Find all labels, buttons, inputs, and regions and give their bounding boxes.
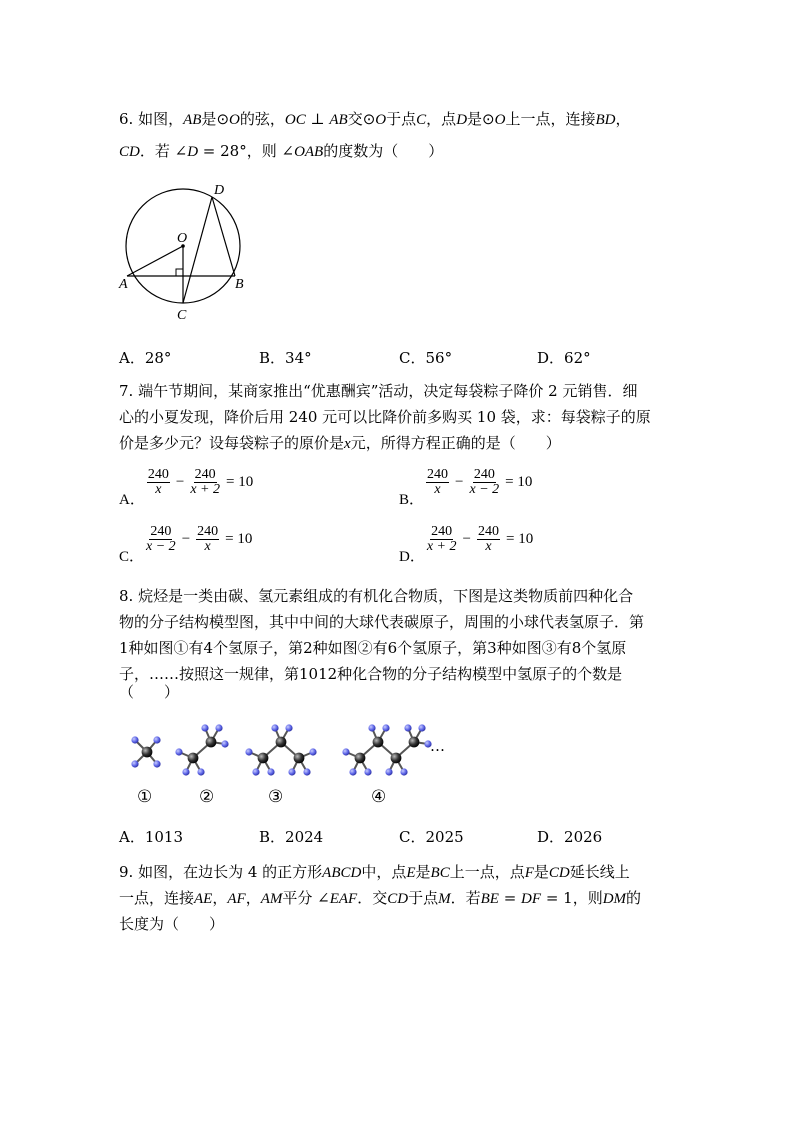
hydrogen-atom <box>368 724 375 731</box>
carbon-atom <box>373 737 384 748</box>
right-angle-mark <box>176 269 183 276</box>
q8-line-4: 子，……按照这一规律，第1012种化合物的分子结构模型中氢原子的个数是 <box>119 665 623 683</box>
q6-option-d[interactable]: D．62° <box>537 349 591 367</box>
segment-dc <box>183 197 212 303</box>
figure-label-4: ④ <box>371 787 387 807</box>
hydrogen-atom <box>153 736 160 743</box>
carbon-atom <box>294 753 305 764</box>
q7-line-2: 心的小夏发现，降价后用 240 元可以比降价前多购买 10 袋，求：每袋粽子的原 <box>119 408 651 426</box>
carbon-atom <box>409 737 420 748</box>
label-d: D <box>214 183 225 198</box>
q8-line-5: （ ） <box>119 683 180 701</box>
carbon-atom <box>276 737 287 748</box>
q8-option-b[interactable]: B．2024 <box>259 828 324 846</box>
hydrogen-atom <box>201 724 208 731</box>
q7-option-c[interactable]: C． $\frac{240}{x - 2}$ − $\frac{240}{x}$ = 10 <box>119 524 253 565</box>
circle-geometry-figure <box>110 176 255 326</box>
hydrogen-atom <box>382 724 389 731</box>
carbon-atom <box>142 747 153 758</box>
hydrogen-atom <box>309 748 316 755</box>
hydrogen-atom <box>267 768 274 775</box>
circle-o-symbol: ⊙O <box>482 112 506 128</box>
segment-oa <box>127 246 183 276</box>
hydrogen-atom <box>131 736 138 743</box>
q8-line-1: 8. 烷烃是一类由碳、氢元素组成的有机化合物质，下图是这类物质前四种化合 <box>119 587 634 605</box>
label-b: B <box>235 277 244 292</box>
hydrogen-atom <box>400 768 407 775</box>
q7-option-d[interactable]: D． $\frac{240}{x + 2}$ − $\frac{240}{x}$ = 10 <box>399 524 534 565</box>
hydrogen-atom <box>215 724 222 731</box>
q9-line-2: 一点，连接AE，AF，AM平分 ∠EAF．交CD于点M．若BE = DF = 1，则DM的 <box>119 889 642 907</box>
figure-label-3: ③ <box>268 787 284 807</box>
q6-option-a[interactable]: A．28° <box>119 349 172 367</box>
q6-option-c[interactable]: C．56° <box>399 349 453 367</box>
carbon-atom <box>206 737 217 748</box>
hydrogen-atom <box>404 724 411 731</box>
hydrogen-atom <box>349 768 356 775</box>
circle-o-symbol: ⊙O <box>362 112 387 128</box>
q8-option-d[interactable]: D．2026 <box>537 828 603 846</box>
hydrogen-atom <box>418 724 425 731</box>
q7-line-3: 价是多少元？设每袋粽子的原价是x元，所得方程正确的是（ ） <box>119 434 561 452</box>
q6-line-2: CD．若 ∠D = 28°，则 ∠OAB的度数为（ ） <box>119 142 444 160</box>
carbon-atom <box>391 753 402 764</box>
hydrogen-atom <box>385 768 392 775</box>
figure-label-2: ② <box>199 787 215 807</box>
segment-db <box>212 197 235 276</box>
q8-option-a[interactable]: A．1013 <box>119 828 184 846</box>
q7-option-b[interactable]: B． $\frac{240}{x}$ − $\frac{240}{x - 2}$ = 10 <box>399 467 533 508</box>
hydrogen-atom <box>252 768 259 775</box>
hydrogen-atom <box>221 740 228 747</box>
label-o: O <box>177 231 188 246</box>
hydrogen-atom <box>288 768 295 775</box>
hydrogen-atom <box>197 768 204 775</box>
q9-line-3: 长度为（ ） <box>119 915 225 933</box>
q6-line-1: 6. 如图，AB是⊙O的弦，OC ⊥ AB交⊙O于点C，点D是⊙O上一点，连接BD， <box>119 110 631 128</box>
figure-ellipsis: … <box>430 737 445 755</box>
q8-line-2: 物的分子结构模型图，其中中间的大球代表碳原子，周围的小球代表氢原子．第 <box>119 613 645 631</box>
circle-o-symbol: ⊙O <box>216 112 240 128</box>
q9-line-1: 9. 如图，在边长为 4 的正方形ABCD中，点E是BC上一点，点F是CD延长线上 <box>119 863 630 881</box>
q8-option-c[interactable]: C．2025 <box>399 828 464 846</box>
hydrogen-atom <box>285 724 292 731</box>
hydrogen-atom <box>131 760 138 767</box>
hydrogen-atom <box>303 768 310 775</box>
hydrogen-atom <box>271 724 278 731</box>
q7-line-1: 7. 端午节期间，某商家推出“优惠酬宾”活动，决定每袋粽子降价 2 元销售．细 <box>119 382 638 400</box>
hydrogen-atom <box>364 768 371 775</box>
hydrogen-atom <box>182 768 189 775</box>
carbon-atom <box>188 753 199 764</box>
hydrogen-atom <box>245 748 252 755</box>
figure-label-1: ① <box>137 787 153 807</box>
hydrogen-atom <box>153 760 160 767</box>
hydrogen-atom <box>175 748 182 755</box>
q8-line-3: 1种如图①有4个氢原子，第2种如图②有6个氢原子，第3种如图③有8个氢原 <box>119 639 627 657</box>
carbon-atom <box>355 753 366 764</box>
molecule-models-figure <box>115 722 445 784</box>
q7-option-a[interactable]: A． $\frac{240}{x}$ − $\frac{240}{x + 2}$ = 10 <box>119 467 254 508</box>
label-a: A <box>119 277 128 292</box>
carbon-atom <box>258 753 269 764</box>
hydrogen-atom <box>342 748 349 755</box>
label-c: C <box>177 308 187 323</box>
q6-option-b[interactable]: B．34° <box>259 349 312 367</box>
